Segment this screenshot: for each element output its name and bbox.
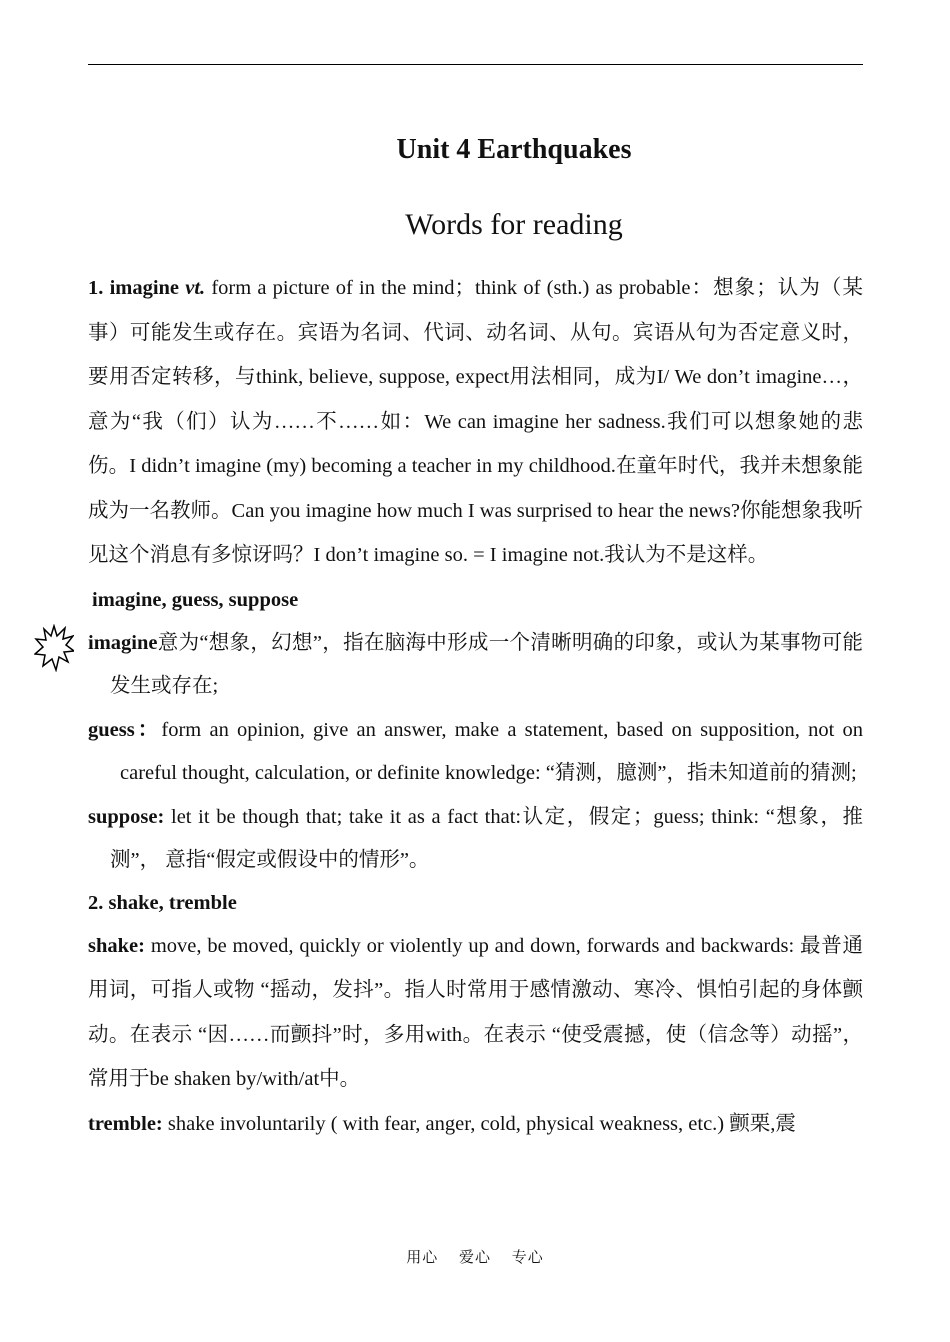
imagine-definition xyxy=(88,622,863,709)
shake-term: shake: xyxy=(88,934,145,957)
suppose-definition xyxy=(88,796,863,883)
document-body xyxy=(88,266,863,1146)
guess-definition xyxy=(88,709,863,796)
entry-imagine-text: form a picture of in the mind；think of (sth.) as probable：想象；认为（某事）可能发生或存在。宾语为名词、代词、动名词、从句。宾语从句为否定意义时，要用否定转移，与think, believe, suppose, expect用法相同，成为I/ We don’t imagine…，意为“我（们）认为……不……如：We can imagine her sadness.我们可以想象她的悲伤。I didn’t imagine (my) becoming a teacher in my childhood.在童年时代，我并未想象能成为一名教师。Can you imagine how much I was surprised to hear the news?你能想象我听见这个消息有多惊讶吗？I don’t imagine so. = I imagine not.我认为不是这样。 xyxy=(88,277,863,566)
tremble-definition xyxy=(88,1102,863,1147)
footer-word: 用心 xyxy=(406,1250,439,1266)
imagine-term: imagine xyxy=(88,631,158,654)
entry-imagine-headword: 1. imagine xyxy=(88,277,186,299)
footer-word: 爱心 xyxy=(458,1250,491,1266)
footer-word: 专心 xyxy=(511,1250,544,1266)
guess-term: guess： xyxy=(88,718,162,741)
entry-shake-tremble-heading: 2. shake, tremble xyxy=(88,891,237,914)
page-title: Unit 4 Earthquakes xyxy=(396,134,632,165)
imagine-text: 意为“想象，幻想”，指在脑海中形成一个清晰明确的印象，或认为某事物可能发生或存在; xyxy=(110,631,863,697)
starburst-icon xyxy=(34,624,74,672)
page-footer xyxy=(0,1246,950,1267)
guess-text: form an opinion, give an answer, make a statement, based on supposition, not on careful thought, calculation, or definite knowledge: “猜测，臆测”，指未知道前的猜测; xyxy=(120,718,863,784)
entry-imagine-pos: vt. xyxy=(185,277,206,299)
tremble-term: tremble: xyxy=(88,1112,163,1135)
header-rule xyxy=(88,64,863,65)
shake-definition xyxy=(88,924,863,1102)
comparison-heading: imagine, guess, suppose xyxy=(92,588,299,611)
suppose-term: suppose: xyxy=(88,805,165,828)
suppose-text: let it be though that; take it as a fact that:认定，假定；guess; think: “想象，推测”， 意指“假定或假设中的情形”。 xyxy=(110,805,863,871)
shake-text: move, be moved, quickly or violently up and down, forwards and backwards: 最普通用词，可指人或物 “摇动，发抖”。指人时常用于感情激动、寒冷、惧怕引起的身体颤动。在表示 “因……而颤抖”时，多用with。在表示 “使受震撼，使（信念等）动摇”，常用于be shaken by/with/at中。 xyxy=(88,934,863,1090)
entry-imagine xyxy=(88,266,863,578)
section-subtitle: Words for reading xyxy=(405,208,623,241)
tremble-text: shake involuntarily ( with fear, anger, cold, physical weakness, etc.) 颤栗,震 xyxy=(162,1112,796,1135)
